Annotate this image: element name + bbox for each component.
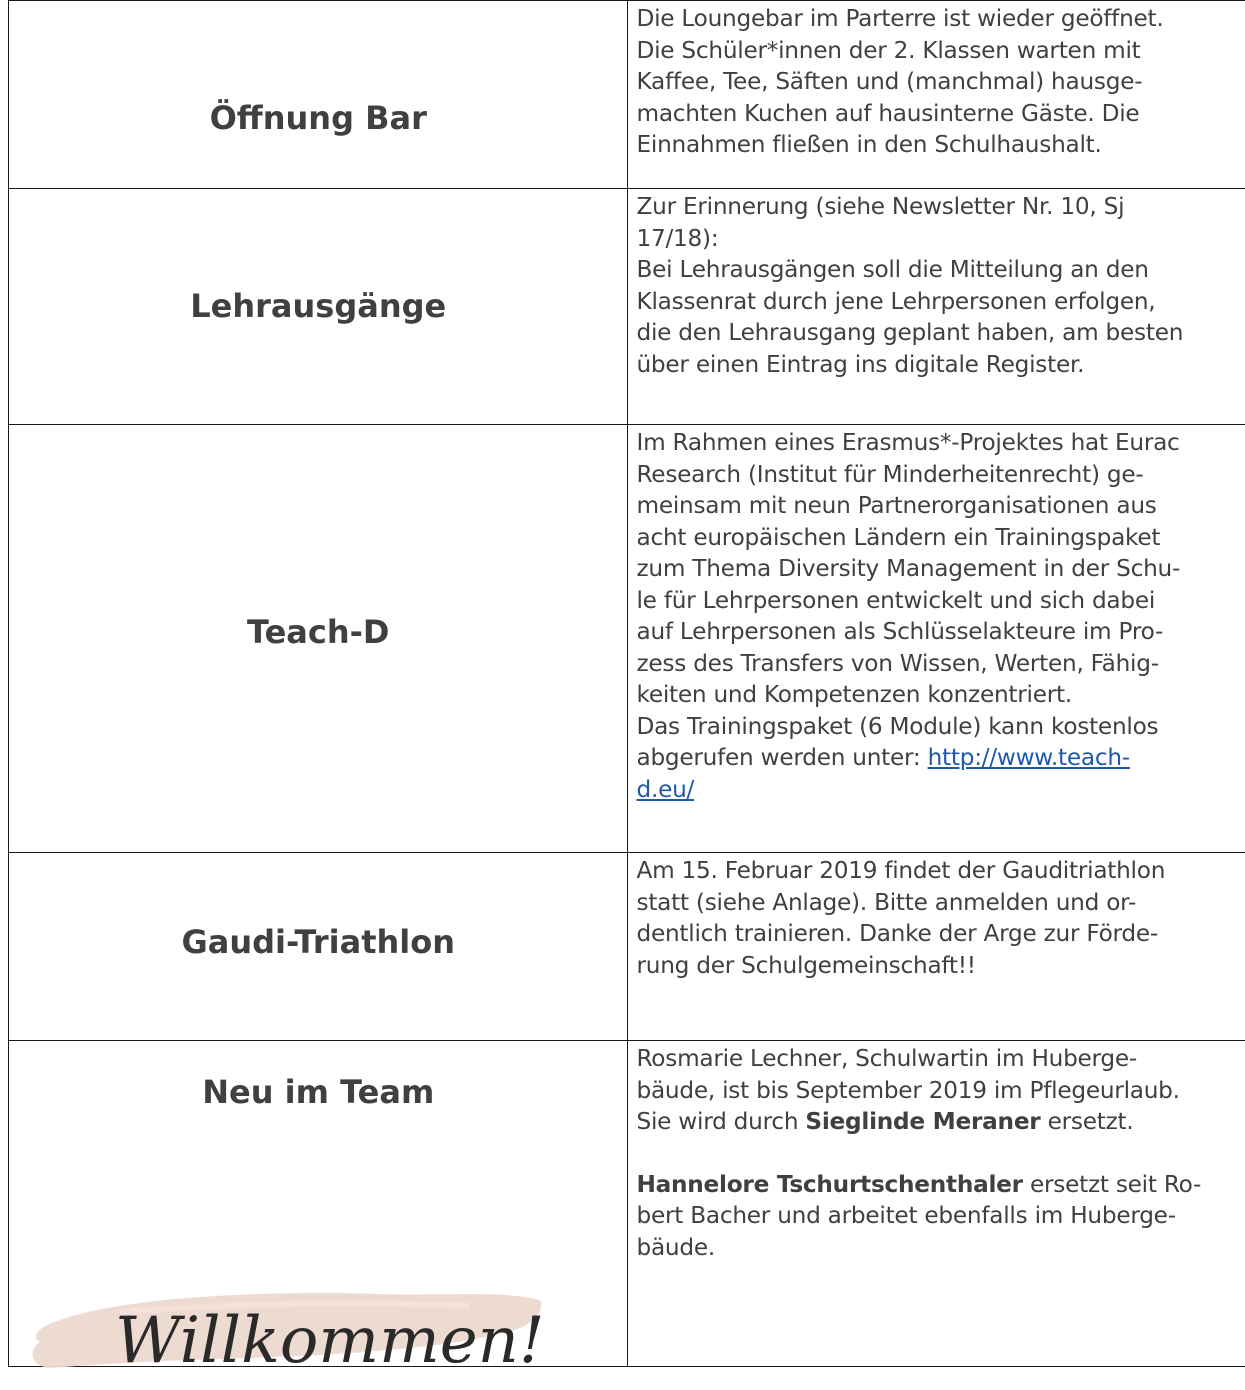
text-line: bäude. xyxy=(636,1232,1241,1264)
text-line: Kaffee, Tee, Säften und (manchmal) hausge- xyxy=(636,66,1241,98)
topic-cell xyxy=(9,1,628,189)
topic-title: Lehrausgänge xyxy=(9,287,627,325)
content-cell xyxy=(628,1,1245,189)
text-line: über einen Eintrag ins digitale Register. xyxy=(636,349,1241,381)
topic-title: Neu im Team xyxy=(9,1073,627,1111)
topic-title: Teach-D xyxy=(9,613,627,651)
content-cell xyxy=(628,1041,1245,1367)
text-line: Einnahmen fließen in den Schulhaushalt. xyxy=(636,129,1241,161)
text-line: Das Trainingspaket (6 Module) kann kostenlos xyxy=(636,711,1241,743)
text-line: Rosmarie Lechner, Schulwartin im Huberge- xyxy=(636,1043,1241,1075)
content-cell xyxy=(628,853,1245,1041)
link-prefix: abgerufen werden unter: xyxy=(636,744,927,771)
bold-name: Sieglinde Meraner xyxy=(805,1108,1040,1135)
text-line: bert Bacher und arbeitet ebenfalls im Huberge- xyxy=(636,1200,1241,1232)
text-line: auf Lehrpersonen als Schlüsselakteure im Pro- xyxy=(636,616,1241,648)
text-line: le für Lehrpersonen entwickelt und sich dabei xyxy=(636,585,1241,617)
content-cell xyxy=(628,189,1245,425)
text-span: Sie wird durch xyxy=(636,1108,805,1135)
content-cell xyxy=(628,425,1245,853)
table-row xyxy=(9,853,1245,1041)
text-line: 17/18): xyxy=(636,223,1241,255)
newsletter-table xyxy=(8,0,1245,1367)
content-text xyxy=(628,425,1245,805)
topic-cell xyxy=(9,189,628,425)
text-line: Zur Erinnerung (siehe Newsletter Nr. 10, Sj xyxy=(636,191,1241,223)
text-line: rung der Schulgemeinschaft!! xyxy=(636,950,1241,982)
text-line: meinsam mit neun Partnerorganisationen aus xyxy=(636,490,1241,522)
topic-cell xyxy=(9,853,628,1041)
text-line: Die Schüler*innen der 2. Klassen warten mit xyxy=(636,35,1241,67)
text-line: Im Rahmen eines Erasmus*-Projektes hat Eurac xyxy=(636,427,1241,459)
topic-cell xyxy=(9,425,628,853)
text-line: Research (Institut für Minderheitenrecht) ge- xyxy=(636,459,1241,491)
text-line: Klassenrat durch jene Lehrpersonen erfolgen, xyxy=(636,286,1241,318)
text-line: bäude, ist bis September 2019 im Pflegeurlaub. xyxy=(636,1075,1241,1107)
text-line: zum Thema Diversity Management in der Schu- xyxy=(636,553,1241,585)
text-line: zess des Transfers von Wissen, Werten, Fähig- xyxy=(636,648,1241,680)
text-line: machten Kuchen auf hausinterne Gäste. Die xyxy=(636,98,1241,130)
content-text xyxy=(628,189,1245,380)
table-row xyxy=(9,189,1245,425)
text-line: die den Lehrausgang geplant haben, am besten xyxy=(636,317,1241,349)
teach-d-link[interactable]: http://www.teach- xyxy=(928,744,1130,771)
text-line: Am 15. Februar 2019 findet der Gauditriathlon xyxy=(636,855,1241,887)
table-row xyxy=(9,1,1245,189)
text-line xyxy=(636,1169,1241,1201)
text-span: ersetzt seit Ro- xyxy=(1023,1171,1201,1198)
willkommen-script-text: Willkommen! xyxy=(115,1304,545,1378)
table-row xyxy=(9,425,1245,853)
spacer xyxy=(636,1138,1241,1169)
topic-title: Gaudi-Triathlon xyxy=(9,923,627,961)
text-line xyxy=(636,742,1241,774)
content-text xyxy=(628,1,1245,161)
willkommen-graphic xyxy=(0,1250,560,1390)
text-line: Bei Lehrausgängen soll die Mitteilung an den xyxy=(636,254,1241,286)
text-line: statt (siehe Anlage). Bitte anmelden und or- xyxy=(636,887,1241,919)
teach-d-link-continued[interactable]: d.eu/ xyxy=(636,776,694,803)
content-text xyxy=(628,853,1245,981)
text-line: keiten und Kompetenzen konzentriert. xyxy=(636,679,1241,711)
text-line: acht europäischen Ländern ein Trainingspaket xyxy=(636,522,1241,554)
content-text xyxy=(628,1041,1245,1263)
text-line: Die Loungebar im Parterre ist wieder geöffnet. xyxy=(636,3,1241,35)
bold-name: Hannelore Tschurtschenthaler xyxy=(636,1171,1022,1198)
text-span: ersetzt. xyxy=(1040,1108,1133,1135)
text-line: dentlich trainieren. Danke der Arge zur Förde- xyxy=(636,918,1241,950)
text-line xyxy=(636,1106,1241,1138)
text-line xyxy=(636,774,1241,806)
topic-title: Öffnung Bar xyxy=(9,99,627,137)
